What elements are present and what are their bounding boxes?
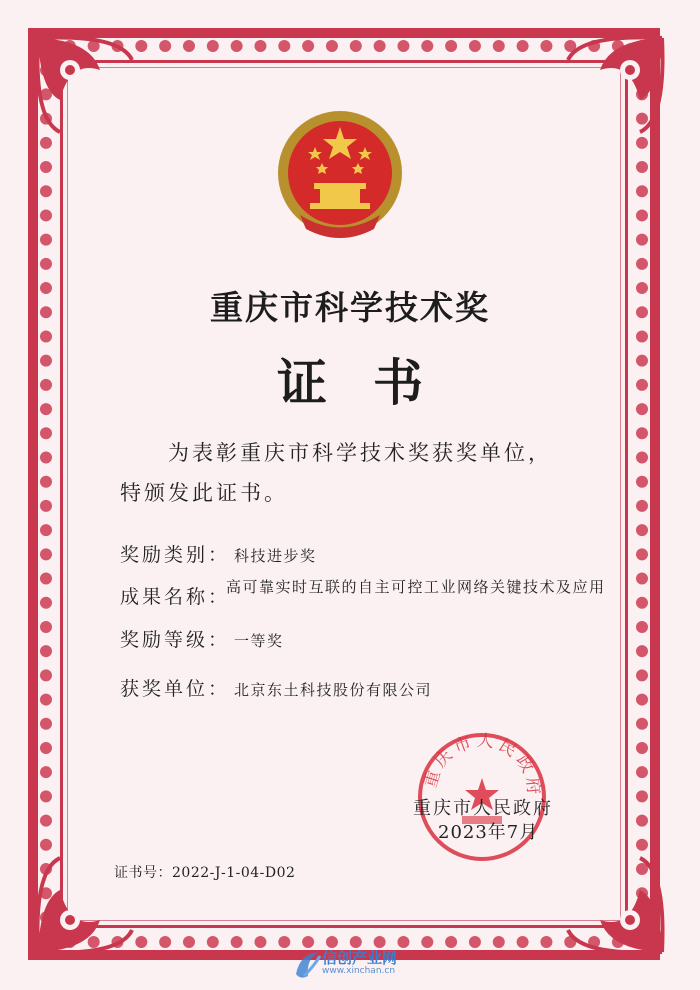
field-award-category bbox=[120, 540, 317, 567]
national-emblem-icon bbox=[270, 105, 410, 245]
field-award-level bbox=[120, 625, 284, 652]
field-label: 成果名称： bbox=[120, 586, 231, 608]
commendation-text-line1: 为表彰重庆市科学技术奖获奖单位， bbox=[168, 441, 552, 465]
field-achievement-name bbox=[120, 582, 230, 609]
corner-ornament-icon bbox=[30, 30, 140, 140]
field-label: 获奖单位： bbox=[120, 678, 231, 700]
field-label: 奖励类别： bbox=[120, 544, 231, 566]
field-value: 科技进步奖 bbox=[234, 547, 317, 565]
certificate-title: 重庆市科学技术奖 bbox=[210, 288, 490, 327]
watermark-url: www.xinchan.cn bbox=[322, 966, 396, 976]
field-value-achievement: 高可靠实时互联的自主可控工业网络关键技术及应用 bbox=[226, 578, 606, 596]
watermark-text: 信创产业网 bbox=[322, 949, 398, 967]
issue-date: 2023年7月 bbox=[438, 822, 539, 843]
corner-ornament-icon bbox=[560, 850, 670, 960]
certificate-subtitle: 证书 bbox=[277, 354, 469, 412]
field-value: 北京东土科技股份有限公司 bbox=[234, 681, 433, 699]
field-value: 一等奖 bbox=[234, 632, 284, 650]
corner-ornament-icon bbox=[560, 30, 670, 140]
field-label: 奖励等级： bbox=[120, 629, 231, 651]
commendation-text-line2: 特颁发此证书。 bbox=[120, 481, 288, 505]
certificate-number: 证书号：2022-J-1-04-D02 bbox=[114, 865, 296, 881]
issuer-name: 重庆市人民政府 bbox=[413, 798, 553, 819]
seal-text: 重庆市人民政府 bbox=[420, 730, 544, 800]
field-award-unit bbox=[120, 674, 432, 701]
